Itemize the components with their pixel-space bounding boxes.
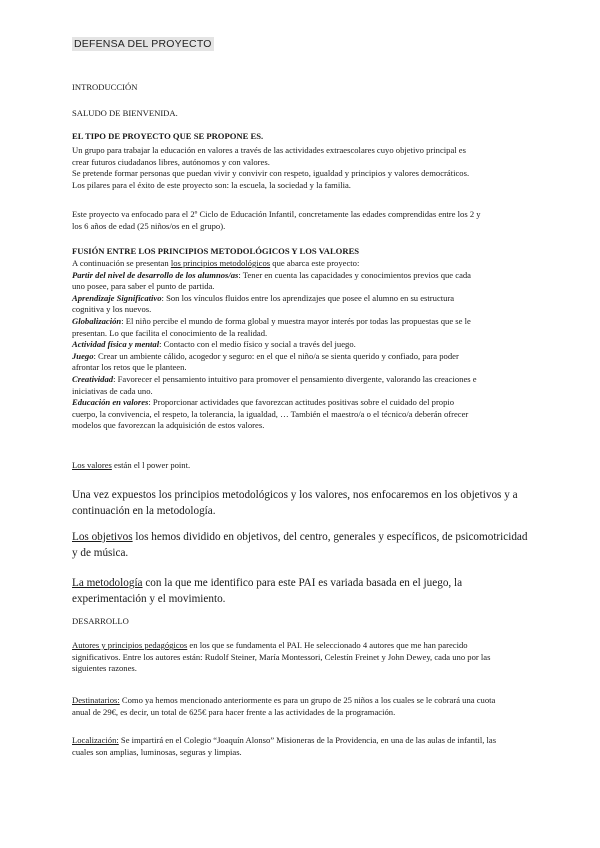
principle-cont: uno posee, para saber el punto de partida.: [72, 281, 215, 292]
text-line: los 6 años de edad (25 niños/os en el grupo).: [72, 220, 226, 231]
desarrollo-heading: DESARROLLO: [72, 616, 129, 626]
recipients-paragraph: [72, 695, 528, 718]
principle-cont: cognitiva y los nuevos.: [72, 304, 152, 315]
summary-paragraph: Una vez expuestos los principios metodológicos y los valores, nos enfocaremos en los objetivos y a continuación en la metodología.: [72, 489, 518, 517]
location-paragraph: [72, 735, 528, 758]
principles-section: [72, 258, 528, 432]
principles-link: los principios metodológicos: [170, 258, 271, 268]
greeting-line: SALUDO DE BIENVENIDA.: [72, 108, 178, 118]
text-line: Se pretende formar personas que puedan vivir y convivir con respeto, igualdad y principios y valores democráticos.: [72, 168, 470, 179]
principle-cont: iniciativas de cada uno.: [72, 385, 153, 396]
values-link: Los valores: [72, 460, 112, 470]
principle-name: Actividad física y mental: [72, 339, 160, 350]
text-line: significativos. Entre los autores están: Rudolf Steiner, María Montessori, Celestín Freinet y John Dewey, cada uno por las: [72, 651, 491, 662]
text-line: Este proyecto va enfocado para el 2º Ciclo de Educación Infantil, concretamente las edades comprendidas entre los 2 y: [72, 209, 481, 219]
objectives-link: Los objetivos: [72, 531, 133, 543]
recipients-link: Destinatarios:: [72, 695, 120, 705]
principles-intro: A continuación se presentan los principios metodológicos que abarca este proyecto:: [72, 258, 360, 268]
document-title: DEFENSA DEL PROYECTO: [74, 38, 212, 50]
principle-item: Actividad física y mental: Contacto con el medio físico y social a través del juego.: [72, 339, 356, 350]
methodology-paragraph: La metodología con la que me identifico para este PAI es variada basada en el juego, la experimentación y el movimiento.: [72, 577, 463, 605]
principle-name: Aprendizaje Significativo: [72, 292, 162, 303]
principle-cont: cuerpo, la convivencia, el respeto, la tolerancia, la igualdad, … También el maestro/a o el técnico/a deberán ofrecer: [72, 408, 469, 419]
principle-name: Juego: [72, 350, 94, 361]
principle-cont: modelos que favorezcan la adquisición de estos valores.: [72, 420, 265, 431]
principle-item: Partir del nivel de desarrollo de los alumnos/as: Tener en cuenta las capacidades y conocimientos previos que cada: [72, 269, 471, 280]
project-type-heading: EL TIPO DE PROYECTO QUE SE PROPONE ES.: [72, 131, 264, 141]
intro-heading: INTRODUCCIÓN: [72, 82, 138, 92]
methodology-link: La metodología: [72, 577, 143, 589]
text-line: Los pilares para el éxito de este proyecto son: la escuela, la sociedad y la familia.: [72, 179, 351, 190]
text-line: Destinatarios: Como ya hemos mencionado anteriormente es para un grupo de 25 niños a los cuales se le cobrará una cuota: [72, 695, 496, 705]
principle-item: Educación en valores: Proporcionar actividades que favorezcan actitudes positivas sobre el cuidado del propio: [72, 397, 455, 408]
principle-cont: afrontar los retos que le planteen.: [72, 362, 187, 373]
principle-name: Educación en valores: [72, 397, 149, 408]
text-line: Localización: Se impartirá en el Colegio “Joaquín Alonso” Misioneras de la Providencia, en una de las aulas de infantil, las: [72, 735, 497, 745]
values-note: Los valores están el l power point.: [72, 460, 191, 470]
principle-item: Aprendizaje Significativo: Son los vínculos fluidos entre los aprendizajes que posee el alumno en su estructura: [72, 292, 455, 303]
text-line: cuales son amplias, luminosas, seguras y limpias.: [72, 746, 242, 757]
principle-name: Partir del nivel de desarrollo de los alumnos/as: [72, 269, 239, 280]
focus-paragraph: [72, 209, 528, 232]
principle-item: Creatividad: Favorecer el pensamiento intuitivo para promover el pensamiento divergente, valorando las creaciones e: [72, 373, 477, 384]
principle-item: Juego: Crear un ambiente cálido, acogedor y seguro: en el que el niño/a se sienta querido y confiado, para poder: [72, 350, 459, 361]
principle-name: Globalización: [72, 315, 122, 326]
principle-item: Globalización: El niño percibe el mundo de forma global y muestra mayor interés por todas las propuestas que se le: [72, 315, 471, 326]
principle-name: Creatividad: [72, 373, 114, 384]
text-line: anual de 29€, es decir, un total de 625€ para hacer frente a las actividades de la programación.: [72, 706, 396, 717]
project-type-paragraph: [72, 145, 528, 191]
principle-cont: presentan. Lo que facilita el conocimiento de la realidad.: [72, 327, 268, 338]
text-line: crear futuros ciudadanos libres, autónomos y con valores.: [72, 156, 270, 167]
authors-paragraph: [72, 640, 528, 675]
location-link: Localización:: [72, 735, 119, 745]
authors-link: Autores y principios pedagógicos: [72, 640, 188, 650]
text-line: Un grupo para trabajar la educación en valores a través de las actividades extraescolares cuyo objetivo principal es: [72, 145, 466, 155]
fusion-heading: FUSIÓN ENTRE LOS PRINCIPIOS METODOLÓGICOS Y LOS VALORES: [72, 246, 360, 256]
text-line: Autores y principios pedagógicos en los que se fundamenta el PAI. He seleccionado 4 autores que me han parecido: [72, 640, 468, 650]
objectives-paragraph: Los objetivos los hemos dividido en objetivos, del centro, generales y específicos, de psicomotricidad y de música.: [72, 531, 528, 559]
text-line: siguientes razones.: [72, 663, 137, 674]
